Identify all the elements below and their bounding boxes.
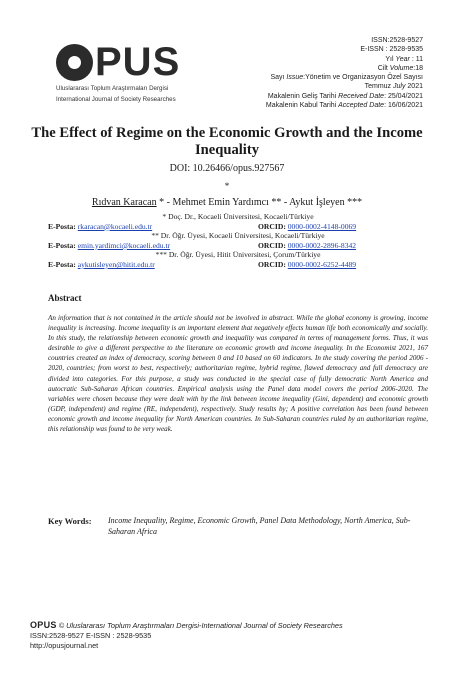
keywords-label: Key Words:: [48, 516, 92, 526]
logo-subtitle-tr: Uluslararası Toplum Araştırmaları Dergisi: [56, 85, 169, 92]
author-3: Aykut İşleyen: [289, 197, 345, 208]
meta-issn: ISSN:2528-9527: [371, 37, 423, 44]
meta-accepted: Makalenin Kabul Tarihi Accepted Date: 16/06/2021: [265, 102, 423, 110]
journal-logo: [56, 42, 216, 104]
abstract-text: An information that is not contained in the article should not be involved in abstract. While the global economy is growing, income inequality is increasing. Income inequality is an important element that negatively effects human life both economically and socially. In this study, the relationship between economic growth and inequality was compared in terms of management forms. Thus, it was desirable to give a different perspective to the literature on economic growth and income inequality. In the Economist 2021, 167 countries created an index of democracy, scoring between 0 and 10 based on 60 indicators. In the study covering the period 2006 - 2020, countries; from worst to best, respectively; authoritarian regime, hybrid regime, flawed democracy and full democracy are divided into categories. For this purpose, a study was conducted in the special case of fully democratic North America and autocratic Sub-Saharan African countries. Empirical analysis using the Panel data model covers the period 2006-2020. The variables were chosen because they were dealt with by the link between income inequality (Gini, dependent) and economic growth (GDP, independent) and regime (RE, independent), respectively. Study results by; A positive correlation has been found between economic growth and income inequality for North American countries. In Sub-Saharan countries ruled by an authoritarian regime, this relationship was found to be very weak.: [48, 314, 428, 434]
paper-doi[interactable]: DOI: 10.26466/opus.927567: [169, 163, 285, 174]
paper-title: The Effect of Regime on the Economic Growth and the Income Inequality: [31, 125, 423, 158]
meta-volume: Cilt Volume:18: [377, 64, 423, 72]
author-2: Mehmet Emin Yardımcı: [172, 197, 269, 208]
logo-wordmark: [56, 42, 216, 82]
email-link-1[interactable]: rkaracan@kocaeli.edu.tr: [77, 221, 153, 231]
logo-subtitle-en: International Journal of Society Researches: [56, 96, 176, 103]
email-link-3[interactable]: aykutisleyen@hitit.edu.tr: [77, 259, 155, 269]
affiliation-2: ** Dr. Öğr. Üyesi, Kocaeli Üniversitesi, Kocaeli/Türkiye: [151, 231, 325, 241]
orcid-link-3[interactable]: 0000-0002-6252-4489: [287, 259, 357, 269]
email-link-2[interactable]: emin.yardimci@kocaeli.edu.tr: [77, 240, 171, 250]
logo-o-mark: [56, 44, 93, 81]
contact-row-2: E-Posta: emin.yardimci@kocaeli.edu.tr ORCID: 0000-0002-2896-8342: [48, 240, 357, 250]
footer-url[interactable]: http://opusjournal.net: [30, 641, 99, 650]
orcid-link-2[interactable]: 0000-0002-2896-8342: [287, 240, 357, 250]
author-list: Rıdvan Karacan * - Mehmet Emin Yardımcı ** - Aykut İşleyen ***: [91, 197, 363, 208]
abstract-heading: Abstract: [48, 293, 82, 303]
journal-meta: [266, 36, 423, 110]
affiliation-1: * Doç. Dr., Kocaeli Üniversitesi, Kocaeli/Türkiye: [162, 212, 314, 221]
footer-journal: OPUS © Uluslararası Toplum Araştırmaları Dergisi-International Journal of Society Researches: [30, 620, 343, 630]
meta-received: Makalenin Geliş Tarihi Received Date: 25/04/2021: [267, 92, 423, 100]
title-footnote-mark: *: [224, 181, 230, 191]
orcid-link-1[interactable]: 0000-0002-4148-0069: [287, 221, 357, 231]
meta-issue: Sayı Issue:Yönetim ve Organizasyon Özel Sayısı: [270, 74, 423, 82]
logo-word: PUS: [95, 40, 181, 84]
page-footer: [30, 620, 343, 651]
footer-issn: ISSN:2528-9527 E-ISSN : 2528-9535: [30, 631, 152, 640]
meta-year: Yıl Year : 11: [385, 55, 423, 63]
keywords-text: Income Inequality, Regime, Economic Growth, Panel Data Methodology, North America, Sub-Saharan Africa: [108, 516, 411, 536]
meta-month: Temmuz July 2021: [364, 83, 423, 91]
author-1: Rıdvan Karacan: [91, 197, 157, 208]
contact-row-3: E-Posta: aykutisleyen@hitit.edu.tr ORCID: 0000-0002-6252-4489: [48, 259, 357, 269]
affiliations: [48, 212, 428, 270]
meta-eissn: E-ISSN : 2528-9535: [360, 46, 423, 54]
contact-row-1: E-Posta: rkaracan@kocaeli.edu.tr ORCID: 0000-0002-4148-0069: [48, 221, 357, 231]
affiliation-3: *** Dr. Öğr. Üyesi, Hitit Üniversitesi, Çorum/Türkiye: [155, 250, 321, 260]
